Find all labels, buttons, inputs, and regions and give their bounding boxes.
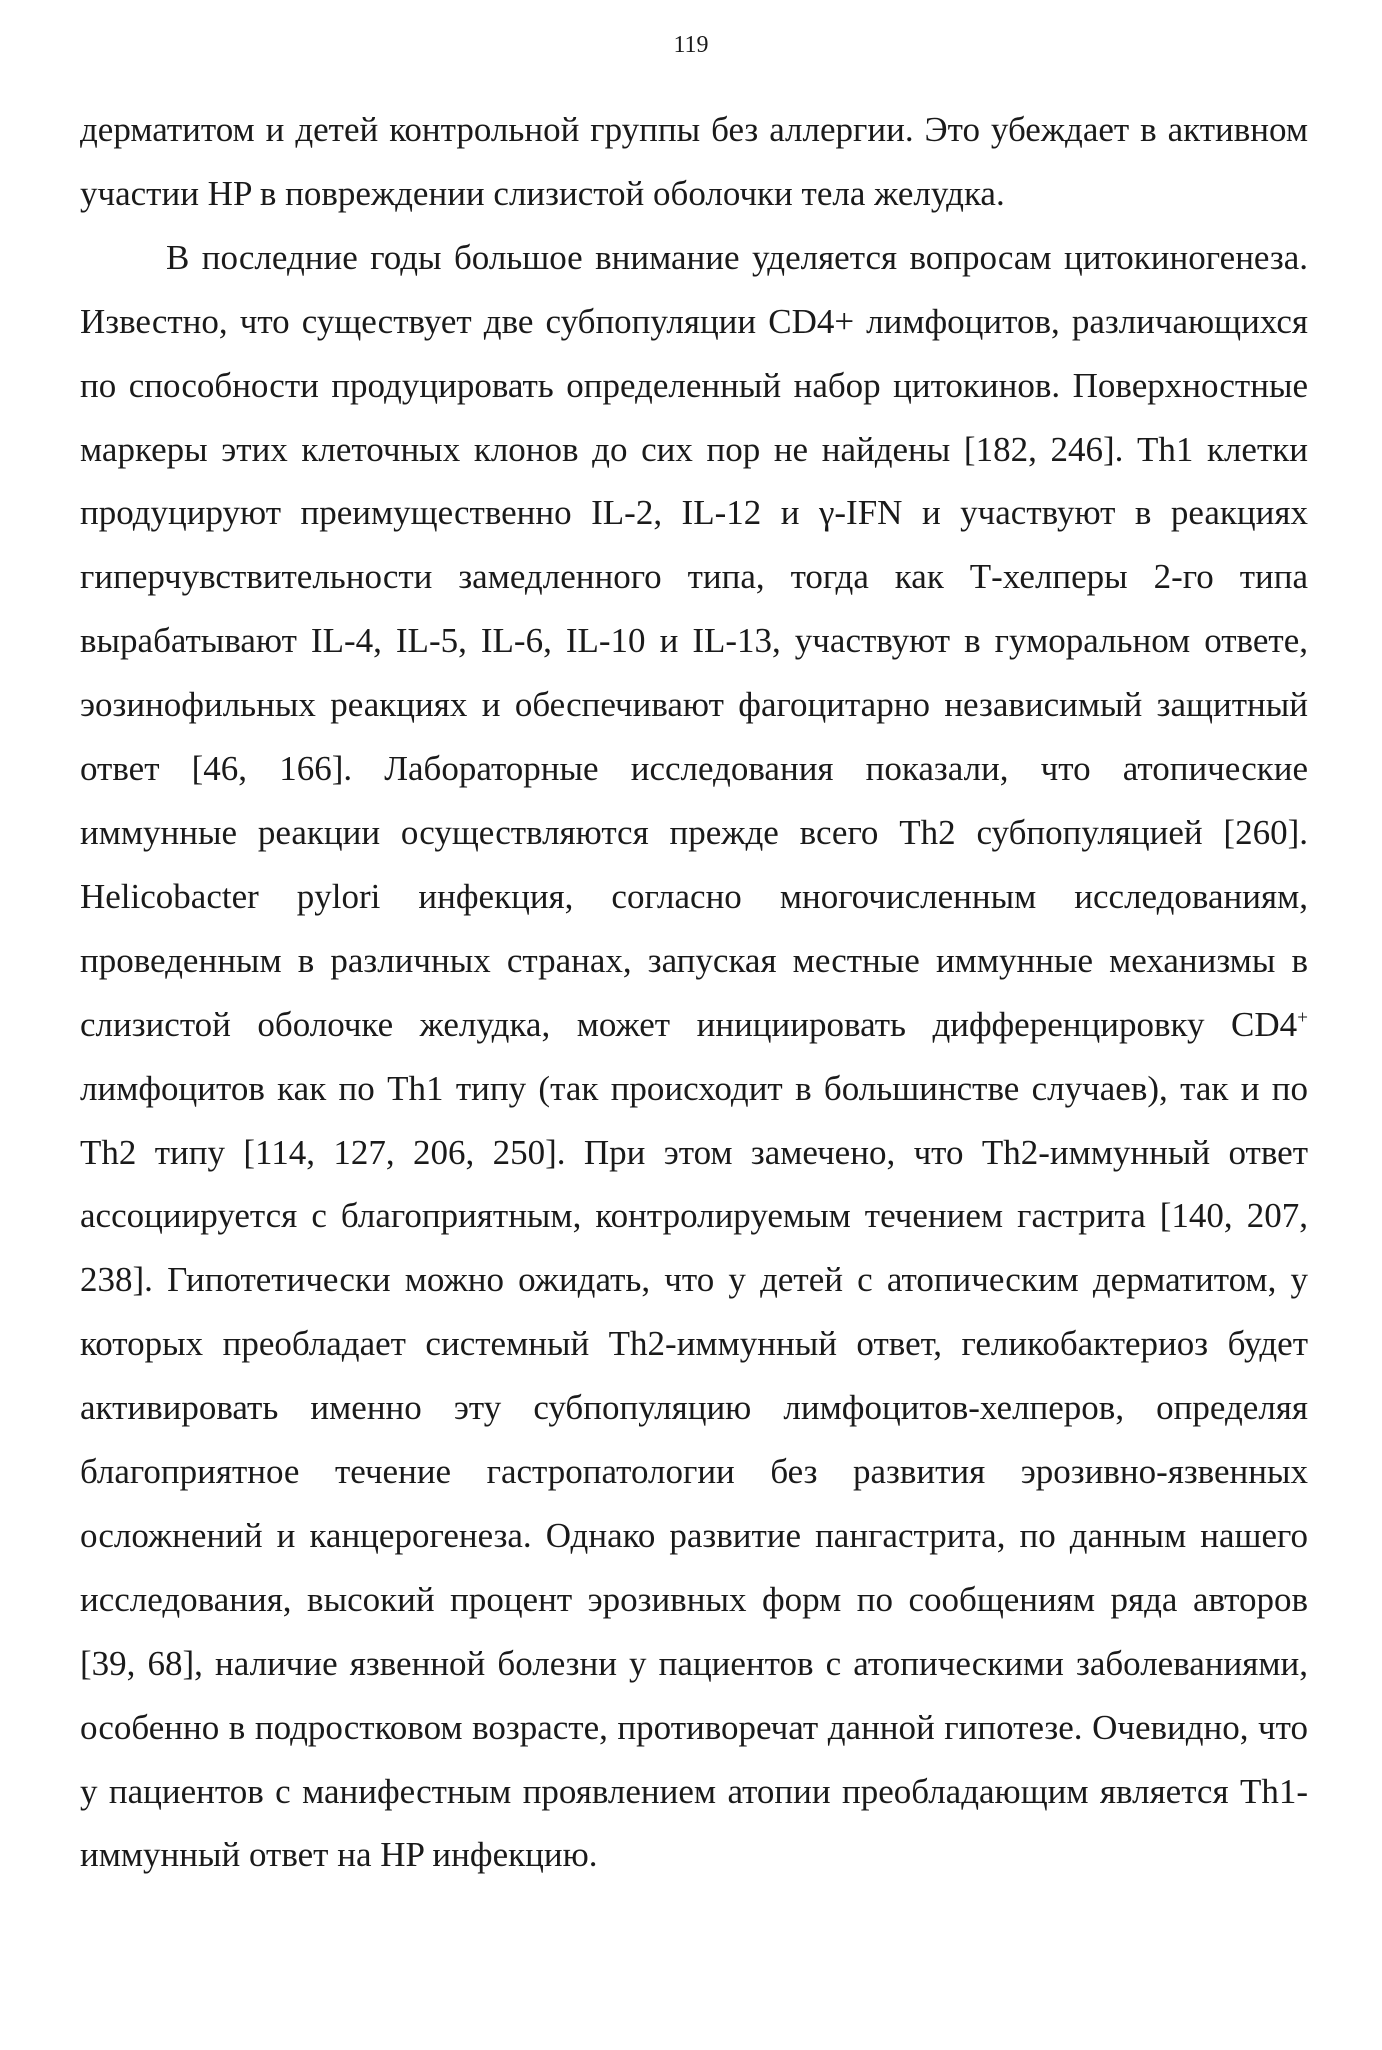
page-number: 119 — [673, 32, 709, 58]
superscript-plus: + — [1297, 1007, 1308, 1029]
document-body — [80, 98, 1308, 1887]
paragraph-text-part-1: В последние годы большое внимание уделяется вопросам цитокиногенеза. Известно, что существует две субпопуляции CD4+ лимфоцитов, различающихся по способности продуцировать определенный набор цитокинов. Поверхностные маркеры этих клеточных клонов до сих пор не найдены [182, 246]. Th1 клетки продуцируют преимущественно IL-2, IL-12 и γ-IFN и участвуют в реакциях гиперчувствительности замедленного типа, тогда как Т-хелперы 2-го типа вырабатывают IL-4, IL-5, IL-6, IL-10 и IL-13, участвуют в гуморальном ответе, эозинофильных реакциях и обеспечивают фагоцитарно независимый защитный ответ [46, 166]. Лабораторные исследования показали, что атопические иммунные реакции осуществляются прежде всего Th2 субпопуляцией [260]. Helicobacter pylori инфекция, согласно многочисленным исследованиям, проведенным в различных странах, запуская местные иммунные механизмы в слизистой оболочке желудка, может инициировать дифференцировку CD4 — [80, 237, 1308, 1044]
paragraph-cytokinogenesis — [80, 226, 1308, 1888]
paragraph-continuation: дерматитом и детей контрольной группы без аллергии. Это убеждает в активном участии HP в повреждении слизистой оболочки тела желудка. — [80, 110, 1308, 213]
paragraph-text-part-2: лимфоцитов как по Th1 типу (так происходит в большинстве случаев), так и по Th2 типу [114, 127, 206, 250]. При этом замечено, что Th2-иммунный ответ ассоциируется с благоприятным, контролируемым течением гастрита [140, 207, 238]. Гипотетически можно ожидать, что у детей с атопическим дерматитом, у которых преобладает системный Th2-иммунный ответ, геликобактериоз будет активировать именно эту субпопуляцию лимфоцитов-хелперов, определяя благоприятное течение гастропатологии без развития эрозивно-язвенных осложнений и канцерогенеза. Однако развитие пангастрита, по данным нашего исследования, высокий процент эрозивных форм по сообщениям ряда авторов [39, 68], наличие язвенной болезни у пациентов с атопическими заболеваниями, особенно в подростковом возрасте, противоречат данной гипотезе. Очевидно, что у пациентов с манифестным проявлением атопии преобладающим является Th1-иммунный ответ на HP инфекцию. — [80, 1068, 1308, 1875]
